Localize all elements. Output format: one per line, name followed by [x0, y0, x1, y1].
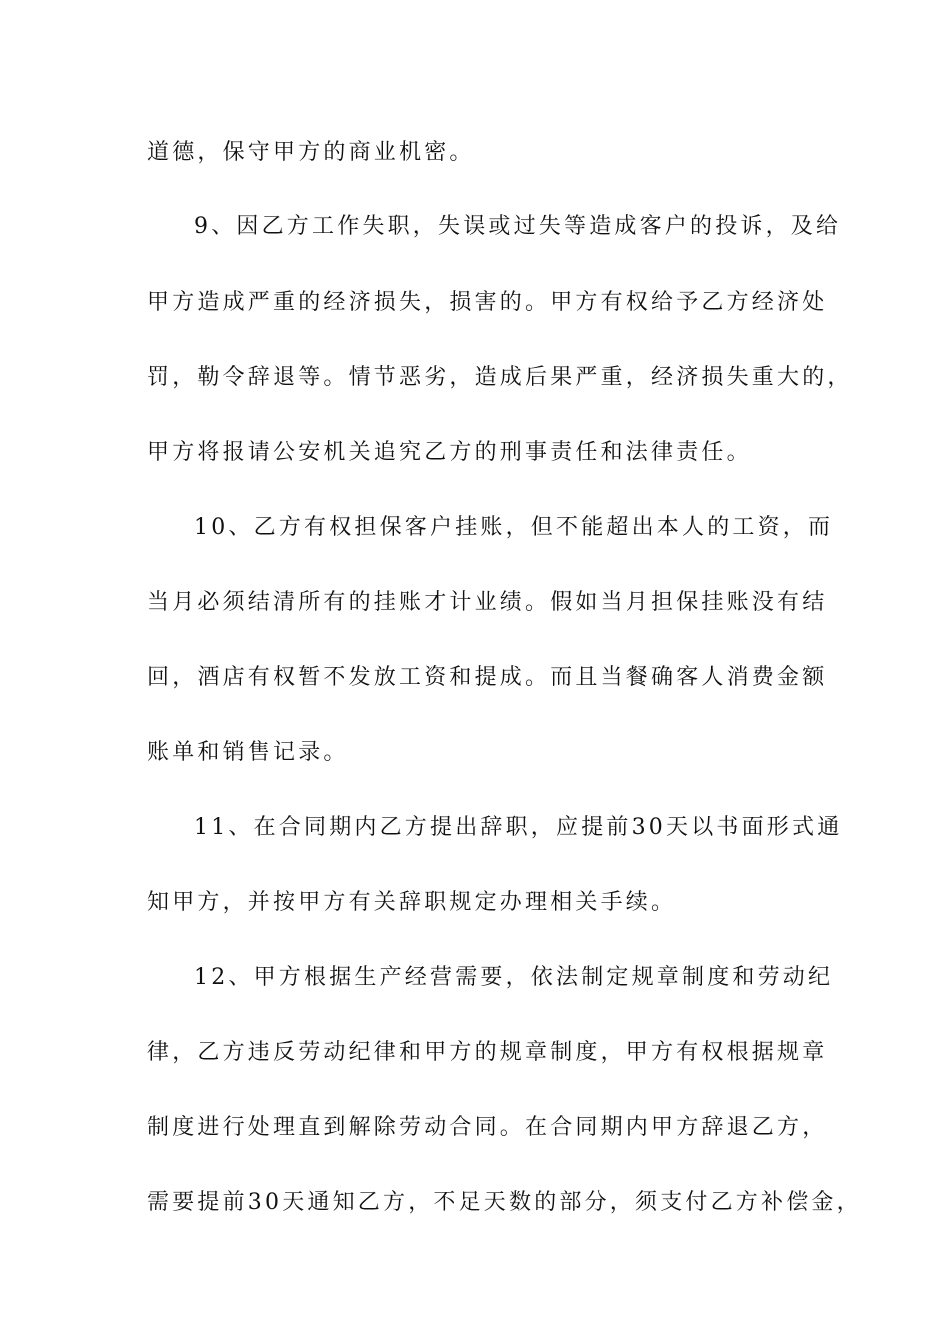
clause-9-line-4: 甲方将报请公安机关追究乙方的刑事责任和法律责任。	[147, 440, 752, 465]
clause-10-line-1: 10、乙方有权担保客户挂账，但不能超出本人的工资，而	[194, 515, 834, 540]
clause-9-line-3: 罚，勒令辞退等。情节恶劣，造成后果严重，经济损失重大的，	[147, 365, 853, 390]
clause-12-line-1: 12、甲方根据生产经营需要，依法制定规章制度和劳动纪	[194, 965, 834, 990]
clause-11-line-1: 11、在合同期内乙方提出辞职，应提前30天以书面形式通	[194, 815, 843, 840]
text-line-1: 道德，保守甲方的商业机密。	[147, 140, 475, 165]
clause-9-line-2: 甲方造成严重的经济损失，损害的。甲方有权给予乙方经济处	[147, 290, 828, 315]
clause-11-line-2: 知甲方，并按甲方有关辞职规定办理相关手续。	[147, 890, 677, 915]
clause-12-line-2: 律，乙方违反劳动纪律和甲方的规章制度，甲方有权根据规章	[147, 1040, 828, 1065]
clause-10-line-2: 当月必须结清所有的挂账才计业绩。假如当月担保挂账没有结	[147, 590, 828, 615]
clause-9-line-1: 9、因乙方工作失职，失误或过失等造成客户的投诉，及给	[194, 214, 842, 239]
clause-10-line-3: 回，酒店有权暂不发放工资和提成。而且当餐确客人消费金额	[147, 665, 828, 690]
clause-12-line-4: 需要提前30天通知乙方，不足天数的部分，须支付乙方补偿金，	[147, 1190, 862, 1215]
clause-10-line-4: 账单和销售记录。	[147, 740, 349, 765]
clause-12-line-3: 制度进行处理直到解除劳动合同。在合同期内甲方辞退乙方，	[147, 1115, 828, 1140]
